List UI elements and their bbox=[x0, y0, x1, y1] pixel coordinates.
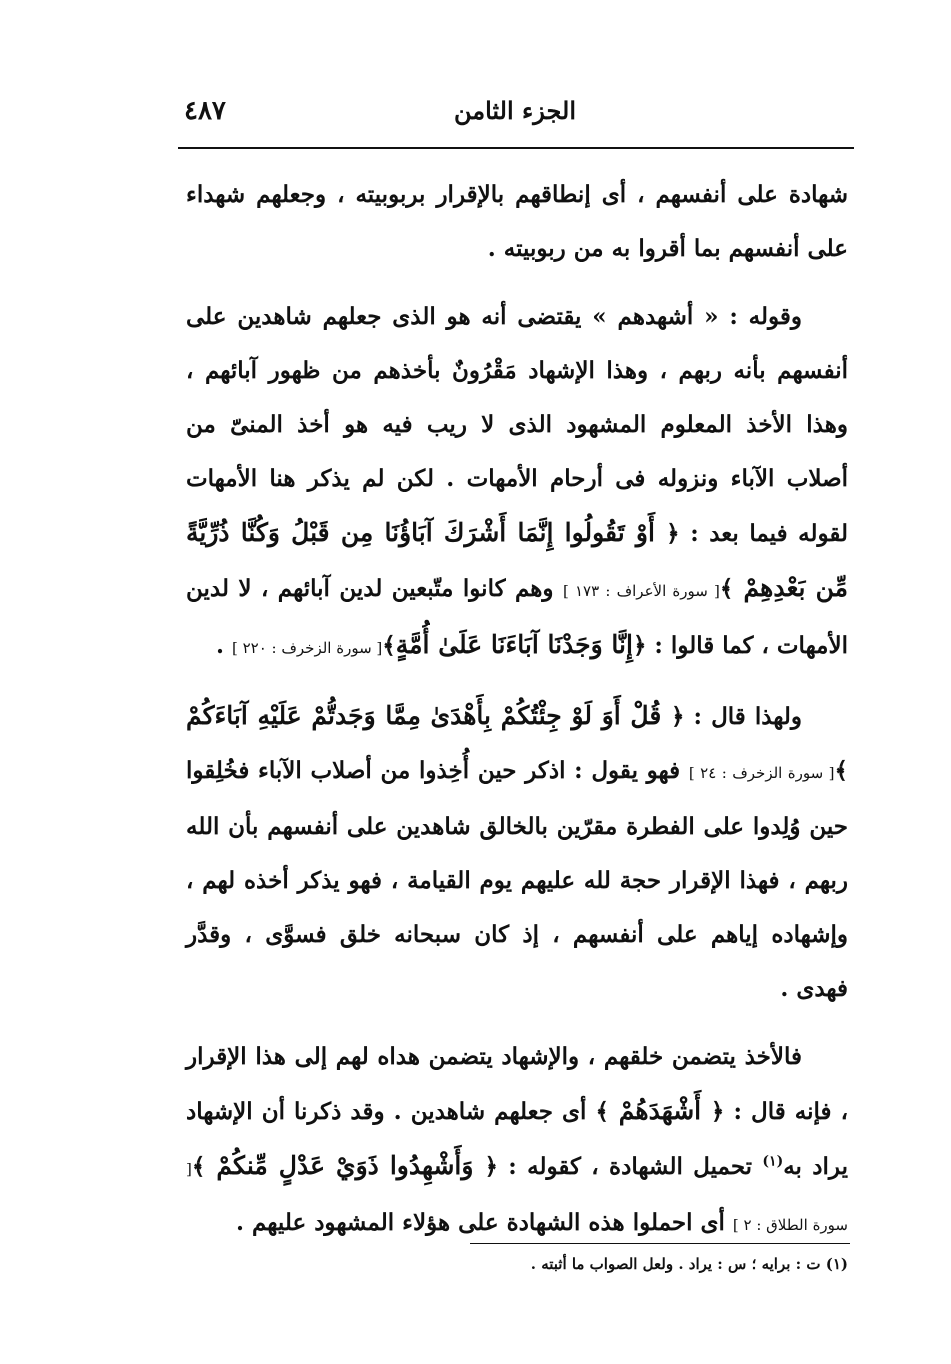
quran-verse-araf-173: أَوْ تَقُولُوا إِنَّمَا أَشْرَكَ آبَاؤُنَا مِن قَبْلُ وَكُنَّا ذُرِّيَّةً مِّن بَعْدِهِمْ bbox=[186, 518, 848, 602]
ayah-close-bracket: ﴾ bbox=[595, 1098, 609, 1125]
quran-word-ashhadahum: أَشْهَدَهُمْ bbox=[609, 1096, 711, 1125]
paragraph-1-text: شهادة على أنفسهم ، أى إنطاقهم بالإقرار بربوبيته ، وجعلهم شهداء على أنفسهم بما أقروا به من ربوبيته . bbox=[186, 181, 848, 262]
ayah-open-bracket: ﴿ bbox=[666, 520, 680, 547]
quran-verse-talaq-2: وَأَشْهِدُوا ذَوَيْ عَدْلٍ مِّنكُمْ bbox=[205, 1151, 485, 1180]
ayah-close-bracket: ﴾ bbox=[834, 757, 848, 784]
paragraph-3-text-a: ولهذا قال : bbox=[684, 703, 802, 730]
paragraph-4 bbox=[186, 1030, 848, 1252]
paragraph-3-text-b: فهو يقول : اذكر حين أُخِذوا من أصلاب الآباء فخُلِقوا حين وُلِدوا على الفطرة مقرّين بالخالق شاهدين على أنفسهم بأن الله ربهم ، فهذا الإقرار حجة لله عليهم يوم القيامة ، فهو يذكر أخذه لهم ، وإشهاده إياهم على أنفسهم ، إذ كان سبحانه خلق فسوَّى ، وقدَّر فهدى . bbox=[186, 757, 849, 1002]
verse-reference-araf: [ سورة الأعراف : ١٧٣ ] bbox=[562, 582, 720, 600]
ayah-close-bracket: ﴾ bbox=[191, 1153, 206, 1180]
paragraph-4-text-c: تحميل الشهادة ، كقوله : bbox=[497, 1153, 763, 1180]
paragraph-1 bbox=[186, 168, 848, 276]
paragraph-4-text-a: فالأخذ يتضمن خلقهم ، والإشهاد يتضمن هداه لهم إلى هذا الإقرار ، فإنه قال : bbox=[186, 1043, 848, 1125]
footnote-marker: (١) bbox=[762, 1153, 784, 1170]
paragraph-2 bbox=[186, 290, 848, 675]
page-number: ٤٨٧ bbox=[184, 96, 226, 126]
ayah-open-bracket: ﴿ bbox=[632, 632, 647, 659]
main-text bbox=[186, 168, 848, 1266]
page-header bbox=[178, 92, 852, 142]
ayah-open-bracket: ﴿ bbox=[671, 703, 685, 730]
footnote: (١) ت : برايه ؛ س : يراد . ولعل الصواب ما أثبته . bbox=[530, 1255, 848, 1273]
verse-reference-talaq: [ سورة الطلاق : ٢ ] bbox=[186, 1160, 848, 1234]
ayah-close-bracket: ﴾ bbox=[719, 575, 734, 602]
ayah-close-bracket: ﴾ bbox=[382, 632, 396, 659]
paragraph-2-text-b: وهم كانوا متّبعين لدين آبائهم ، لا لدين الأمهات ، كما قالوا : bbox=[186, 575, 848, 659]
header-divider bbox=[178, 147, 854, 149]
footnote-divider bbox=[470, 1243, 850, 1244]
verse-reference-zukhruf: [ سورة الزخرف : ٢٢٠ ] bbox=[231, 639, 383, 657]
verse-reference-zukhruf-24: [ سورة الزخرف : ٢٤ ] bbox=[688, 764, 835, 782]
paragraph-2-text-a: وقوله : « أشهدهم » يقتضى أنه هو الذى جعلهم شاهدين على أنفسهم بأنه ربهم ، وهذا الإشهاد مَقْرُونٌ بأخذهم من ظهور آبائهم ، وهذا الأخذ المعلوم المشهود الذى لا ريب فيه هو أخذ المنىّ من أصلاب الآباء ونزوله فى أرحام الأمهات . لكن لم يذكر هنا الأمهات لقوله فيما بعد : bbox=[186, 303, 848, 547]
paragraph-2-text-c: . bbox=[215, 632, 232, 659]
ayah-open-bracket: ﴿ bbox=[484, 1153, 498, 1180]
paragraph-4-text-b: أى جعلهم شاهدين . وقد ذكرنا أن الإشهاد يراد به bbox=[186, 1098, 848, 1180]
quran-verse-zukhruf-24: قُلْ أَوَ لَوْ جِئْتُكُمْ بِأَهْدَىٰ مِمَّا وَجَدتُّمْ عَلَيْهِ آبَاءَكُمْ bbox=[186, 701, 672, 730]
ayah-open-bracket: ﴿ bbox=[710, 1098, 725, 1125]
running-title: الجزء الثامن bbox=[453, 96, 576, 125]
quran-verse-zukhruf-22: إِنَّا وَجَدْنَا آبَاءَنَا عَلَىٰ أُمَّةٍ bbox=[395, 630, 633, 659]
paragraph-3 bbox=[186, 689, 848, 1016]
paragraph-4-text-d: أى احملوا هذه الشهادة على هؤلاء المشهود عليهم . bbox=[235, 1209, 733, 1236]
